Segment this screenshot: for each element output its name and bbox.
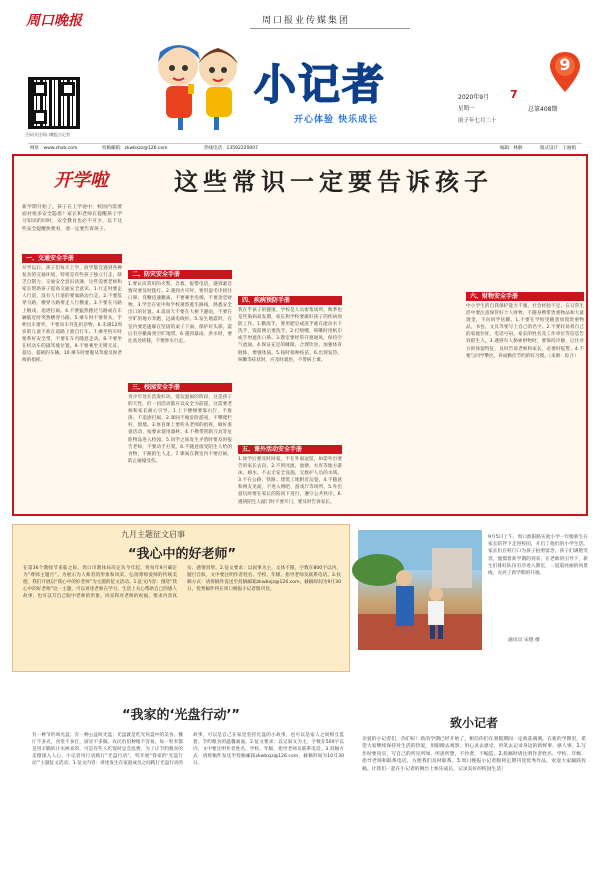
editor-credit: 编辑：林静 bbox=[500, 146, 523, 151]
col-3 bbox=[238, 204, 342, 505]
contest-label: 九月主题征文启事 bbox=[121, 530, 185, 539]
qr-caption: 扫码关注周口晚报小记者 bbox=[26, 132, 70, 137]
issue-number: 总第408期 bbox=[528, 106, 558, 113]
sec-property-text: 中小学生的自我保护能力不强，社会经验不足，在日常生活中要注意保管好个人财物，不随身携带贵重物品和大量现金，不向同学炫耀。1.不要在学校里随意放置贵重物品，书包、文具等要写上自己的名字。2.不要轻易将自己的家庭住址、电话号码、家长的姓名及工作单位等信息告诉陌生人。3.遇到有人勒索财物时，要保持冷静，记住对方的体貌特征，及时告诉老师和家长，必要时报警。4.不要与同学攀比，养成勤俭节约的好习惯。（来源：综合） bbox=[466, 304, 584, 359]
slogan: 开心体验 快乐成长 bbox=[294, 115, 379, 125]
sec-traffic-title: 一、交通安全手册 bbox=[22, 254, 122, 263]
info-bar bbox=[28, 143, 582, 152]
page-number-badge bbox=[550, 52, 580, 84]
sec-campus-text: 青少年处在活泼好动、爱玩爱闹的阶段，这是孩子的天性，但一切活动都应以安全为前提，这需要老师和家长耐心引导。1.上下楼梯要靠右行，不推挤、不追逐打闹。2.课间不做危险游戏，不攀爬栏杆、围墙。3.体育课上要听从老师的指挥，做好准备活动，按要求使用器材。4.不携带管制刀具等危险物品进入校园。5.同学之间发生矛盾时要及时报告老师，不要动手打架。6.不随意接受陌生人给的食物，不跟陌生人走。7.课间在教室内不要打闹，防止碰撞受伤。 bbox=[128, 395, 232, 464]
sec-disease-title: 四、疾病预防手册 bbox=[238, 296, 342, 305]
email: 投稿邮箱：zkwbxzz@126.com bbox=[102, 146, 168, 151]
group-name: 周口报业传媒集团 bbox=[262, 16, 351, 26]
weekday: 星期一 bbox=[458, 106, 475, 112]
feature-article bbox=[12, 154, 588, 516]
letter-text: 亲爱的小记者们，你们好！新的学期已经开始了，相信你们在暑假期间一定收获满满。在新的学期里，希望大家继续保持对生活的热爱，用眼睛去观察，用心灵去感受，用笔去记录身边的新鲜事、感人事。1.写作时要真实，写自己的所见所闻、所思所想，不抄袭、不编造。2.投稿时请注明作者姓名、学校、年级、指导老师和联系电话，方便我们及时联系。3.周口晚报小记者版将定期刊登优秀作品，欢迎大家踊跃投稿。让我们一起在小记者的舞台上快乐成长，记录美好的校园生活！ bbox=[362, 737, 586, 772]
lunar-date: 庚子年七月二十 bbox=[458, 118, 497, 124]
sec-property-title: 六、财物安全手册 bbox=[466, 292, 584, 301]
feature-headline: 这些常识一定要告诉孩子 bbox=[174, 167, 493, 196]
col-5 bbox=[466, 204, 584, 481]
photo-credit: 通讯员 宋德 摄 bbox=[508, 638, 540, 643]
page-number: 9 bbox=[559, 55, 571, 74]
photo-box bbox=[358, 530, 590, 672]
contest-plate-title: “我家的‘光盘行动’” bbox=[122, 708, 240, 723]
qr-code[interactable] bbox=[28, 77, 80, 129]
contest-teacher-title: “我心中的好老师” bbox=[127, 547, 237, 562]
sec-disease-text: 我在乎孩子的健康，学校是人员密集场所，秋季也是传染病高发期，家长和学校要做好孩子的疾病预防工作。1.勤洗手，要用肥皂或洗手液在流动水下洗手，饭前便后要洗手。2.打喷嚏、咳嗽时用纸巾或手肘遮住口鼻。3.教室要经常开窗通风，保持空气流通。4.保证充足的睡眠，合理饮食，加强体育锻炼，增强体质。5.按时接种疫苗。6.出现发热、咳嗽等症状时，应及时就医，不带病上课。 bbox=[238, 308, 342, 363]
website: 网址：www.zhxb.com bbox=[30, 146, 78, 151]
sec-outdoor-text: 1.放学后要及时回家，不在外面逗留，如需外出要告诉家长去向。2.不到河流、池塘、水库等地方游泳、嬉水，不去无安全设施、无救护人员的水域。3.不在公路、铁路、建筑工地附近玩耍。4.不随意和网友见面，不进入网吧、游戏厅等场所。5.外出游玩时要在家长的陪同下进行，遵守公共秩序。6.遇到陌生人敲门时不要开门，要及时告诉家长。 bbox=[238, 457, 342, 505]
sec-outdoor-cont bbox=[348, 204, 460, 354]
contest-teacher bbox=[12, 524, 350, 672]
designer-credit: 版式设计：王丽娟 bbox=[540, 146, 576, 151]
paper-logo: 周口晚报 bbox=[26, 13, 82, 29]
sec-traffic-text: 开学以后，孩子们每天上学、放学都会遇到各种复杂的交通环境，特别是有些孩子独立行走，缺乏自制力，交通安全意识淡薄，这些需要老师和家长帮助孩子提高交通安全意识。1.行走时要走人行道，没有人行道的要靠路边行走。2.不要乱穿马路，横穿马路要走人行横道。3.不要在马路上嬉戏、追逐打闹。4.不要猛然跑过马路或在车辆临近时突然横穿马路。5.乘车时不要将头、手伸出车窗外，不要向车外乱扔杂物。6.未满12周岁的儿童不准在道路上骑自行车。7.乘坐校车时要系好安全带，不要在车内随意走动。8.不要坐在机动车的副驾驶位置。9.不要乘坐无牌无证、超员、超载的车辆。10.乘车时要服从驾驶员和老师的指挥。 bbox=[22, 266, 122, 364]
hotline: 热线电话：13592220007 bbox=[204, 146, 258, 151]
sec-disaster-title: 二、防灾安全手册 bbox=[128, 270, 232, 279]
letter-box bbox=[358, 680, 590, 886]
contest-teacher-text: 在第36个教师节来临之际，周口市教体局决定从今年起，将每年9月确定为“尊师主题月”。为展示为人师者的形象和风采，弘扬尊师爱师的传统美德，我们开展以“我心中的好老师”为主题的征文活动。1.征文内容：围绕“我心中的好老师”这一主题，可以讲述老师在学习、生活上关心帮助自己的感人故事，也可以写自己眼中老师的形象、风采和对老师的祝福，要求内容真实、感情真挚。2.征文要求：以叙事为主，文体不限，字数在800字以内，题目自拟，文中要注明作者姓名、学校、年级、指导老师及联系电话。3.投稿方式：请将稿件发送至投稿邮箱zkwbxjz@126.com，截稿时间为9月30日，优秀稿件将在周口晚报小记者版刊登。 bbox=[23, 566, 341, 600]
sec-outdoor-title: 五、课外活动安全手册 bbox=[238, 445, 342, 454]
contest-plate bbox=[12, 680, 350, 886]
col-2 bbox=[128, 204, 232, 514]
feature-intro: 新学期开始了，孩子在上学途中、校园内需要面对很多安全隐患？家长和老师在提醒孩子学习知识的同时，安全教育也必不可少，以下这些安全提醒快要看，请一定要告诉孩子。 bbox=[22, 205, 122, 232]
contest-plate-text: 有一种节约叫光盘；有一种公益叫光盘；光盘就是吃光你盘中的美食。餐厅不多点，食堂不多打，厨房不多做。农民伯伯种地不容易，每一粒米都是用辛勤的汗水换来的，可是有些人吃饭时总会浪费。为了让节约粮食的美德深入人心，小记者用行动践行“光盘行动”，特开展“我家的‘光盘行动’”主题征文活动。1.征文内容：讲述发生在家庭成员之间践行光盘行动的故事，可以是自己在家里坚持光盘的小故事，也可以是家人之间相互监督、节约粮食的温馨画面。2.征文要求：以记叙文为主，字数在500字以内，文中要注明作者姓名、学校、年级、指导老师及联系电话。3.投稿方式：请将稿件发送至投稿邮箱zkwbxjz@126.com，截稿时间为10月30日。 bbox=[32, 733, 344, 767]
feature-kicker: 开学啦 bbox=[54, 170, 108, 191]
news-photo bbox=[358, 530, 482, 650]
col-4 bbox=[348, 204, 460, 354]
letter-title: 致小记者 bbox=[449, 716, 498, 730]
masthead bbox=[0, 0, 600, 152]
kids-illustration bbox=[148, 34, 248, 134]
date-year-month: 2020年9月 bbox=[458, 94, 490, 101]
sec-campus-title: 三、校园安全手册 bbox=[128, 383, 232, 392]
photo-caption: 9月5日上午，周口淮阳路实验小学一年级新生在家长陪伴下走进校园，开启了他们的小学生活。家长们在校门口为孩子拍照留念，孩子们满脸笑容，憧憬着新学期的到来，在老师的引导下，新生们排好队伍有序进入教室，一道道亮丽的风景线，点亮了新学期的开端。 bbox=[488, 535, 588, 577]
section-title: 小记者 bbox=[254, 60, 387, 109]
sec-disaster-text: 1.要认识常用的火警、急救、报警电话，遇到紧急情况要及时拨打。2.遇到火灾时，要用湿毛巾捂住口鼻，弯腰迅速撤离，不要乘坐电梯，不要贪恋财物。3.学会在家中和学校观察逃生路线，熟悉安全出口的位置。4.雷雨天不要在大树下避雨，不要在空旷的地方奔跑，远离电线杆。5.发生地震时，在室内要迅速躲在坚固的桌子下面，保护好头部，震后有序撤离到空旷地带。6.遇到暴雨、洪水时，要往高处转移，不要涉水行走。 bbox=[128, 282, 232, 344]
date-day: 7 bbox=[510, 88, 518, 101]
col-1 bbox=[22, 254, 122, 515]
